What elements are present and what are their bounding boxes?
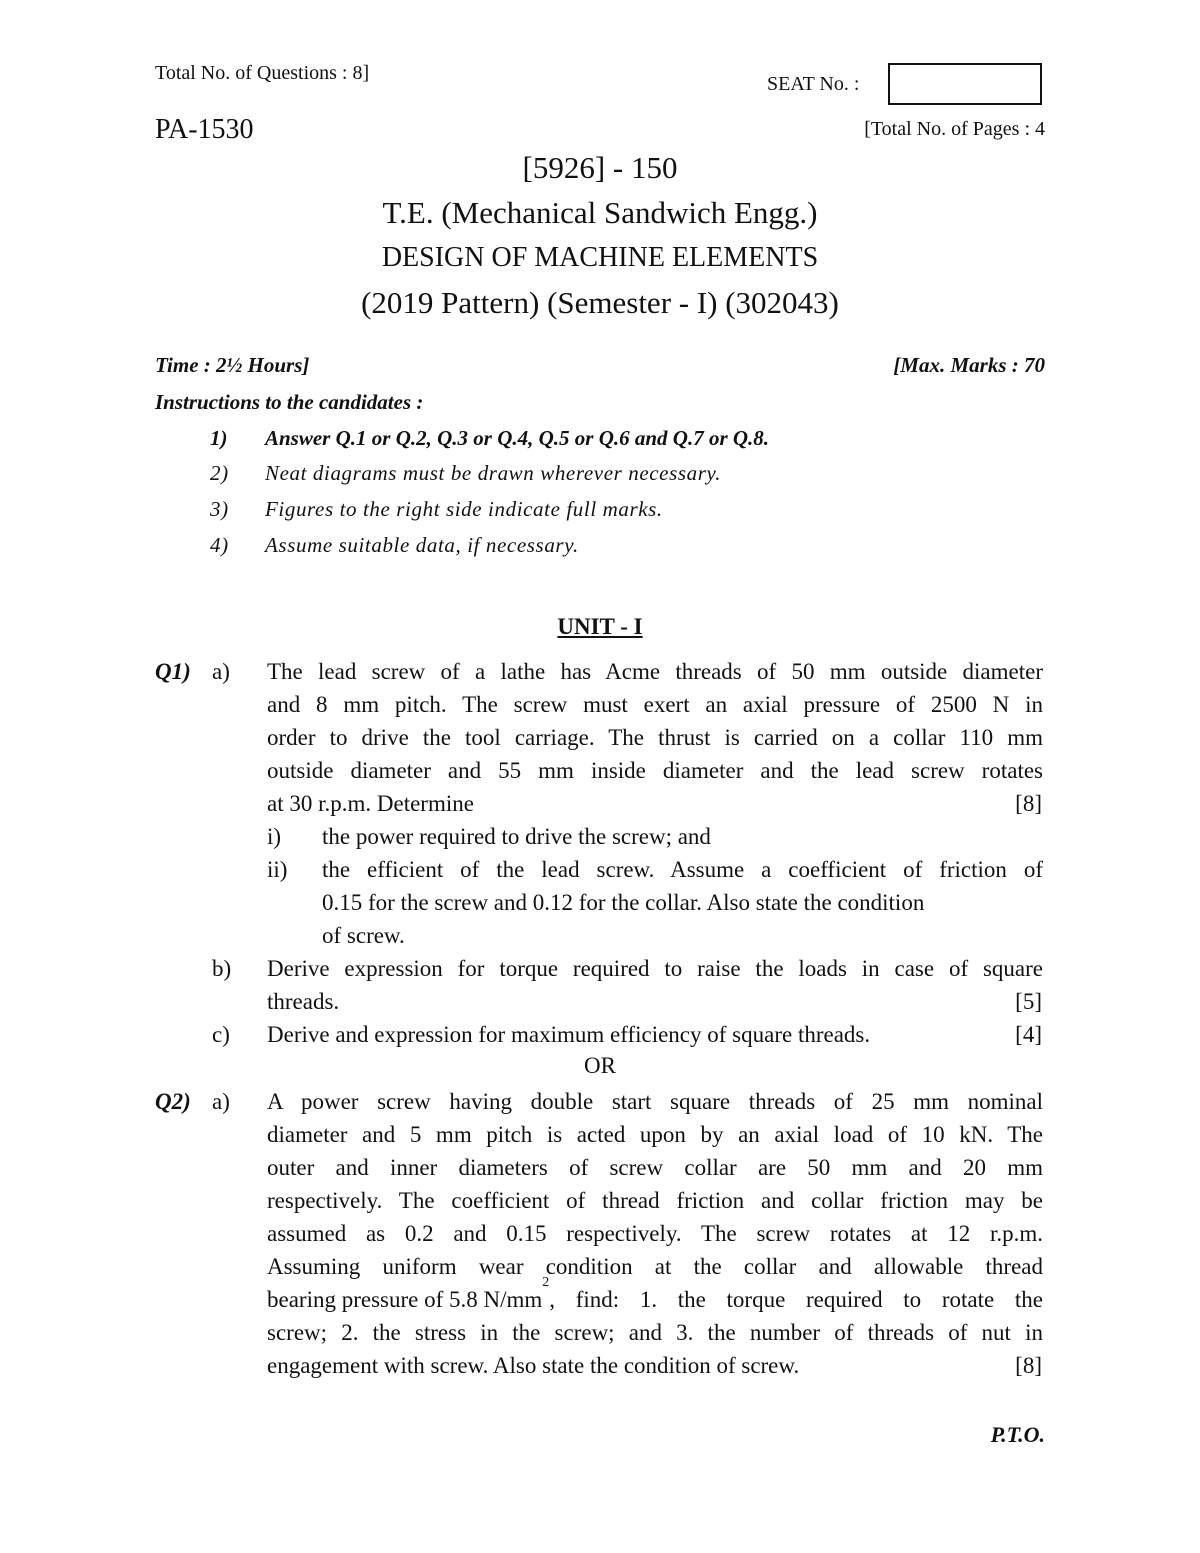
max-marks: [Max. Marks : 70 [893, 353, 1045, 377]
q2a-pressure-text-rest: , find: 1. the torque required to rotate the [549, 1287, 1043, 1312]
instruction-text: Answer Q.1 or Q.2, Q.3 or Q.4, Q.5 or Q.6 and Q.7 or Q.8. [265, 426, 770, 450]
subpart-ii-line: the efficient of the lead screw. Assume a coefficient of friction of [322, 857, 1043, 882]
squared-superscript: 2 [542, 1275, 550, 1290]
question-2-label: Q2) [155, 1089, 191, 1114]
q1a-marks: [8] [1015, 791, 1042, 816]
instruction-number: 3) [210, 497, 229, 521]
total-questions: Total No. of Questions : 8] [155, 62, 370, 84]
q1b-line: Derive expression for torque required to raise the loads in case of square [267, 956, 1043, 981]
q2a-line: A power screw having double start square threads of 25 mm nominal [267, 1089, 1043, 1114]
q2a-line: Assuming uniform wear condition at the collar and allowable thread [267, 1254, 1043, 1279]
q2a-line: engagement with screw. Also state the condition of screw. [267, 1353, 800, 1378]
q1a-line: outside diameter and 55 mm inside diameter and the lead screw rotates [267, 758, 1043, 783]
instruction-text: Neat diagrams must be drawn wherever necessary. [265, 461, 722, 485]
q1a-line: at 30 r.p.m. Determine [267, 791, 474, 816]
or-separator: OR [584, 1053, 616, 1078]
q2a-line: screw; 2. the stress in the screw; and 3. the number of threads of nut in [267, 1320, 1043, 1345]
instruction-text: Figures to the right side indicate full marks. [265, 497, 663, 521]
q1c-text: Derive and expression for maximum efficiency of square threads. [267, 1022, 871, 1047]
q2a-line: outer and inner diameters of screw collar are 50 mm and 20 mm [267, 1155, 1043, 1180]
q2a-line-pressure [267, 1275, 1043, 1316]
course-title: T.E. (Mechanical Sandwich Engg.) [382, 195, 818, 230]
q1b-line: threads. [267, 989, 340, 1014]
subject-title: DESIGN OF MACHINE ELEMENTS [381, 242, 819, 273]
instructions-heading: Instructions to the candidates : [155, 390, 424, 414]
instruction-text: Assume suitable data, if necessary. [265, 533, 579, 557]
subpart-ii-label: ii) [267, 857, 288, 882]
pto-footer: P.T.O. [990, 1422, 1045, 1447]
exam-code: [5926] - 150 [522, 150, 678, 185]
paper-code: PA-1530 [155, 114, 254, 145]
q1c-marks: [4] [1015, 1022, 1042, 1047]
instruction-number: 4) [210, 533, 229, 557]
q2a-line: diameter and 5 mm pitch is acted upon by an axial load of 10 kN. The [267, 1122, 1043, 1147]
subpart-ii-line: 0.15 for the screw and 0.12 for the collar. Also state the condition [322, 890, 925, 915]
q1b-marks: [5] [1015, 989, 1042, 1014]
q1a-line: and 8 mm pitch. The screw must exert an axial pressure of 2500 N in [267, 692, 1043, 717]
part-b-label: b) [212, 956, 232, 981]
total-pages: [Total No. of Pages : 4 [864, 118, 1045, 140]
seat-number-box [888, 63, 1042, 105]
q2a-pressure-text: bearing pressure of 5.8 N/mm [267, 1287, 543, 1312]
part-a-label: a) [212, 659, 230, 684]
seat-label: SEAT No. : [767, 73, 860, 95]
part-a-label: a) [212, 1089, 230, 1114]
q2a-line: respectively. The coefficient of thread friction and collar friction may be [267, 1188, 1043, 1213]
subpart-i-label: i) [267, 824, 282, 849]
q2a-line: assumed as 0.2 and 0.15 respectively. The screw rotates at 12 r.p.m. [267, 1221, 1043, 1246]
instruction-number: 1) [210, 426, 228, 450]
q1a-line: order to drive the tool carriage. The thrust is carried on a collar 110 mm [267, 725, 1043, 750]
unit-heading: UNIT - I [557, 614, 643, 639]
pattern-line: (2019 Pattern) (Semester - I) (302043) [361, 285, 839, 320]
question-1-label: Q1) [155, 659, 191, 684]
part-c-label: c) [212, 1022, 230, 1047]
q1a-line: The lead screw of a lathe has Acme threads of 50 mm outside diameter [267, 659, 1043, 684]
subpart-ii-line: of screw. [322, 923, 405, 948]
q2a-marks: [8] [1015, 1353, 1042, 1378]
instruction-number: 2) [210, 461, 229, 485]
time-allowed: Time : 2½ Hours] [155, 353, 310, 377]
subpart-i-text: the power required to drive the screw; and [322, 824, 711, 849]
